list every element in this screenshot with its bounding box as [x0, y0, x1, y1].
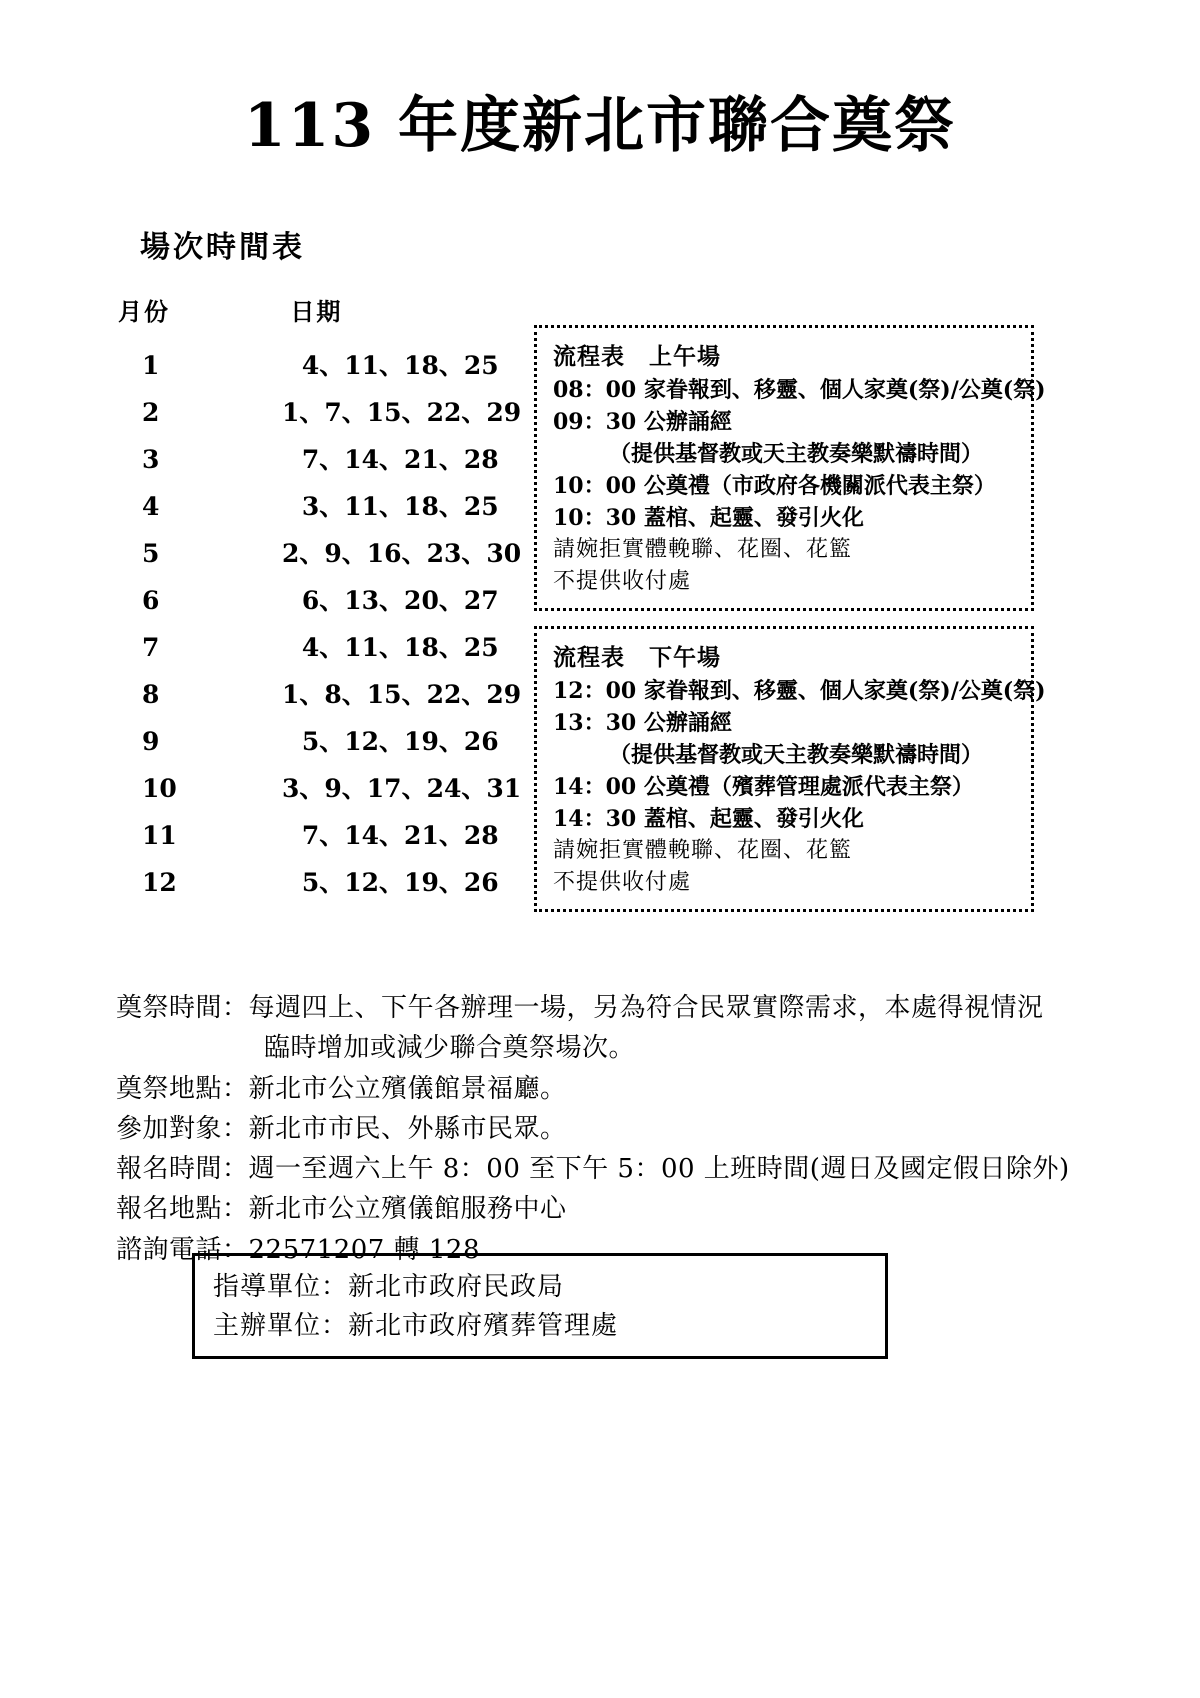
- program-morning-line-indent: （提供基督教或天主教奏樂默禱時間）: [609, 440, 984, 467]
- cell-dates: 2、9、16、23、30: [282, 539, 522, 568]
- cell-month: 2: [142, 398, 160, 427]
- cell-month: 3: [142, 445, 160, 474]
- page-title: 113 年度新北市聯合奠祭: [243, 91, 957, 161]
- table-row: [112, 628, 512, 675]
- table-row: [112, 722, 512, 769]
- program-afternoon-line-3: 14：00 公奠禮（殯葬管理處派代表主祭）: [553, 773, 974, 800]
- table-header-row: [112, 292, 512, 327]
- cell-month: 1: [142, 351, 160, 380]
- program-afternoon-line-indent: （提供基督教或天主教奏樂默禱時間）: [609, 741, 984, 768]
- table-row: [112, 487, 512, 534]
- program-box-afternoon: [534, 626, 1046, 912]
- section-title: 場次時間表: [140, 230, 305, 265]
- info-ceremony-time-line1: 奠祭時間：每週四上、下午各辦理一場，另為符合民眾實際需求，本處得視情況: [116, 993, 1044, 1023]
- program-morning-note-1: 請婉拒實體輓聯、花圈、花籃: [553, 537, 853, 563]
- organizer-box: [192, 1253, 888, 1359]
- table-row: [112, 581, 512, 628]
- info-participants: 參加對象：新北市市民、外縣市民眾。: [116, 1113, 567, 1144]
- info-ceremony-place: 奠祭地點：新北市公立殯儀館景福廳。: [116, 1073, 567, 1104]
- cell-dates: 5、12、19、26: [301, 868, 499, 897]
- cell-month: 7: [142, 633, 160, 662]
- cell-month: 8: [142, 680, 160, 709]
- table-row: [112, 534, 522, 581]
- table-row: [112, 769, 522, 816]
- program-afternoon-line-2: 13：30 公辦誦經: [553, 709, 732, 736]
- table-row: [112, 675, 522, 722]
- info-ceremony-time-line2: 臨時增加或減少聯合奠祭場次。: [264, 1033, 636, 1064]
- table-row: [112, 393, 522, 440]
- program-afternoon-title: 流程表 下午場: [553, 644, 721, 671]
- column-header-dates: 日期: [290, 297, 343, 326]
- cell-dates: 7、14、21、28: [301, 445, 499, 474]
- cell-month: 5: [142, 539, 160, 568]
- cell-month: 6: [142, 586, 160, 615]
- info-registration-time: 報名時間：週一至週六上午 8：00 至下午 5：00 上班時間(週日及國定假日除外): [116, 1154, 1070, 1185]
- program-morning-line-4: 10：30 蓋棺、起靈、發引火化: [553, 504, 864, 531]
- program-afternoon-line-4: 14：30 蓋棺、起靈、發引火化: [553, 805, 864, 832]
- program-afternoon-note-2: 不提供收付處: [553, 870, 692, 896]
- program-morning-title: 流程表 上午場: [553, 343, 721, 370]
- table-row: [112, 863, 512, 910]
- cell-dates: 4、11、18、25: [301, 351, 499, 380]
- cell-month: 12: [142, 868, 177, 897]
- table-row: [112, 816, 512, 863]
- program-morning-line-1: 08：00 家眷報到、移靈、個人家奠(祭)/公奠(祭): [553, 377, 1046, 403]
- program-morning-line-2: 09：30 公辦誦經: [553, 408, 732, 435]
- column-header-month: 月份: [118, 297, 170, 326]
- cell-month: 10: [142, 774, 177, 803]
- program-box-morning: [534, 325, 1046, 611]
- program-afternoon-line-1: 12：00 家眷報到、移靈、個人家奠(祭)/公奠(祭): [553, 678, 1046, 704]
- cell-month: 11: [142, 821, 177, 850]
- organizer-guidance-unit: 指導單位：新北市政府民政局: [213, 1272, 565, 1302]
- cell-dates: 4、11、18、25: [301, 633, 499, 662]
- cell-month: 4: [142, 492, 160, 521]
- cell-dates: 5、12、19、26: [301, 727, 499, 756]
- program-afternoon-note-1: 請婉拒實體輓聯、花圈、花籃: [553, 838, 853, 864]
- info-block: [116, 988, 1076, 1270]
- table-row: [112, 346, 512, 393]
- organizer-host-unit: 主辦單位：新北市政府殯葬管理處: [213, 1311, 619, 1341]
- cell-dates: 1、7、15、22、29: [282, 398, 522, 427]
- cell-dates: 3、11、18、25: [301, 492, 499, 521]
- cell-dates: 1、8、15、22、29: [282, 680, 522, 709]
- schedule-table: [112, 292, 522, 910]
- cell-month: 9: [142, 727, 160, 756]
- program-morning-note-2: 不提供收付處: [553, 569, 692, 595]
- cell-dates: 7、14、21、28: [301, 821, 499, 850]
- cell-dates: 3、9、17、24、31: [282, 774, 522, 803]
- table-row: [112, 440, 512, 487]
- info-registration-place: 報名地點：新北市公立殯儀館服務中心: [116, 1194, 567, 1225]
- program-morning-line-3: 10：00 公奠禮（市政府各機關派代表主祭）: [553, 472, 996, 499]
- info-phone: 諮詢電話：22571207 轉 128: [116, 1234, 480, 1265]
- cell-dates: 6、13、20、27: [301, 586, 499, 615]
